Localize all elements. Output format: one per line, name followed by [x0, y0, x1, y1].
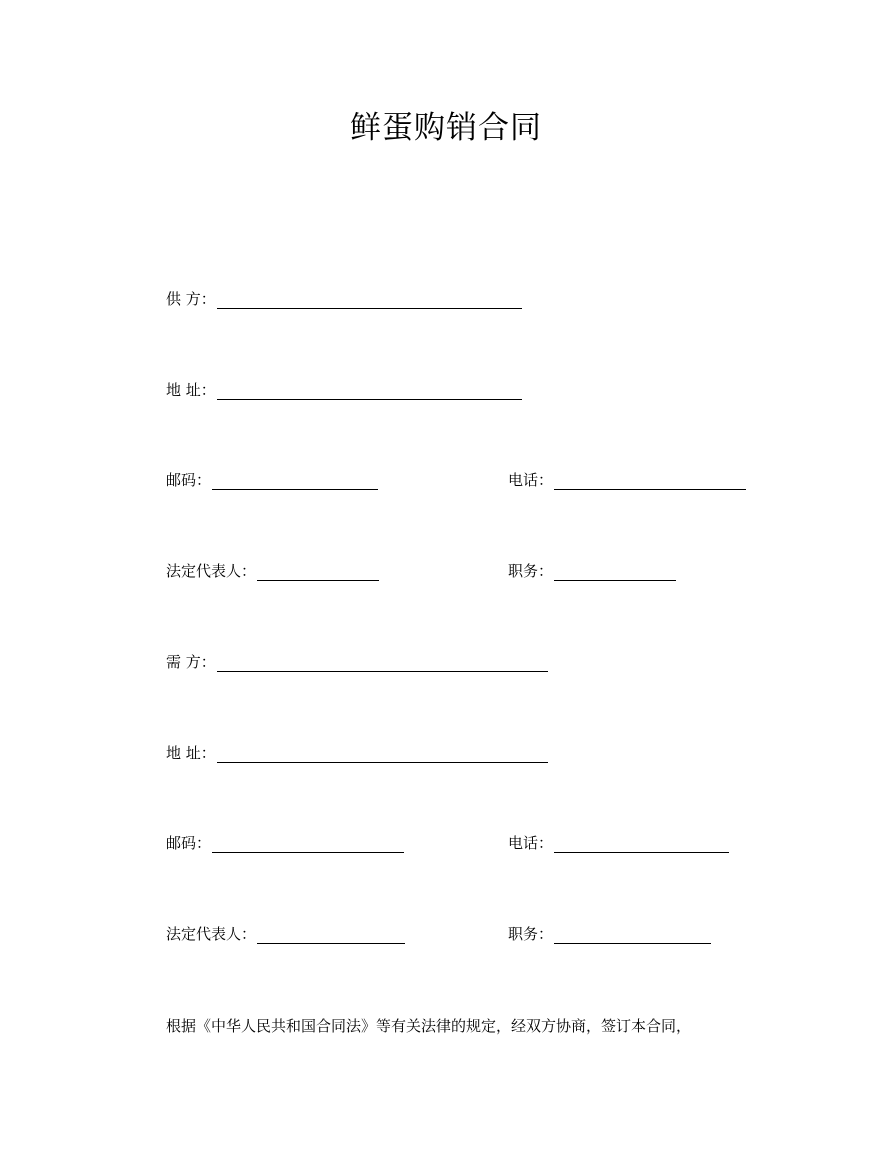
buyer-zip-field	[166, 833, 404, 853]
supplier-position-field	[508, 561, 676, 581]
supplier-zip-blank[interactable]	[212, 471, 378, 490]
buyer-name-label: 需 方：	[166, 653, 216, 671]
supplier-zip-field	[166, 470, 378, 490]
buyer-position-label: 职务：	[508, 925, 554, 943]
supplier-name-label: 供 方：	[166, 290, 216, 308]
buyer-rep-field	[166, 924, 405, 944]
buyer-rep-blank[interactable]	[257, 925, 405, 944]
supplier-rep-field	[166, 561, 379, 581]
buyer-rep-label: 法定代表人：	[166, 925, 257, 943]
buyer-address-field	[166, 743, 548, 763]
buyer-phone-field	[508, 833, 729, 853]
supplier-name-field	[166, 289, 522, 309]
supplier-rep-label: 法定代表人：	[166, 562, 257, 580]
buyer-position-blank[interactable]	[554, 925, 711, 944]
supplier-address-label: 地 址：	[166, 381, 216, 399]
supplier-phone-blank[interactable]	[554, 471, 746, 490]
supplier-name-blank[interactable]	[217, 290, 522, 309]
buyer-phone-label: 电话：	[508, 834, 554, 852]
supplier-phone-field	[508, 470, 746, 490]
supplier-rep-blank[interactable]	[257, 562, 379, 581]
buyer-name-blank[interactable]	[217, 653, 548, 672]
supplier-phone-label: 电话：	[508, 471, 554, 489]
buyer-name-field	[166, 652, 548, 672]
intro-paragraph: 根据《中华人民共和国合同法》等有关法律的规定，经双方协商，签订本合同，	[166, 1017, 692, 1035]
document-title: 鲜蛋购销合同	[350, 110, 542, 146]
buyer-address-label: 地 址：	[166, 744, 216, 762]
buyer-position-field	[508, 924, 711, 944]
buyer-zip-blank[interactable]	[212, 834, 404, 853]
supplier-zip-label: 邮码：	[166, 471, 212, 489]
buyer-phone-blank[interactable]	[554, 834, 729, 853]
supplier-position-blank[interactable]	[554, 562, 676, 581]
buyer-zip-label: 邮码：	[166, 834, 212, 852]
supplier-address-blank[interactable]	[217, 381, 522, 400]
buyer-address-blank[interactable]	[217, 744, 548, 763]
supplier-address-field	[166, 380, 522, 400]
supplier-position-label: 职务：	[508, 562, 554, 580]
